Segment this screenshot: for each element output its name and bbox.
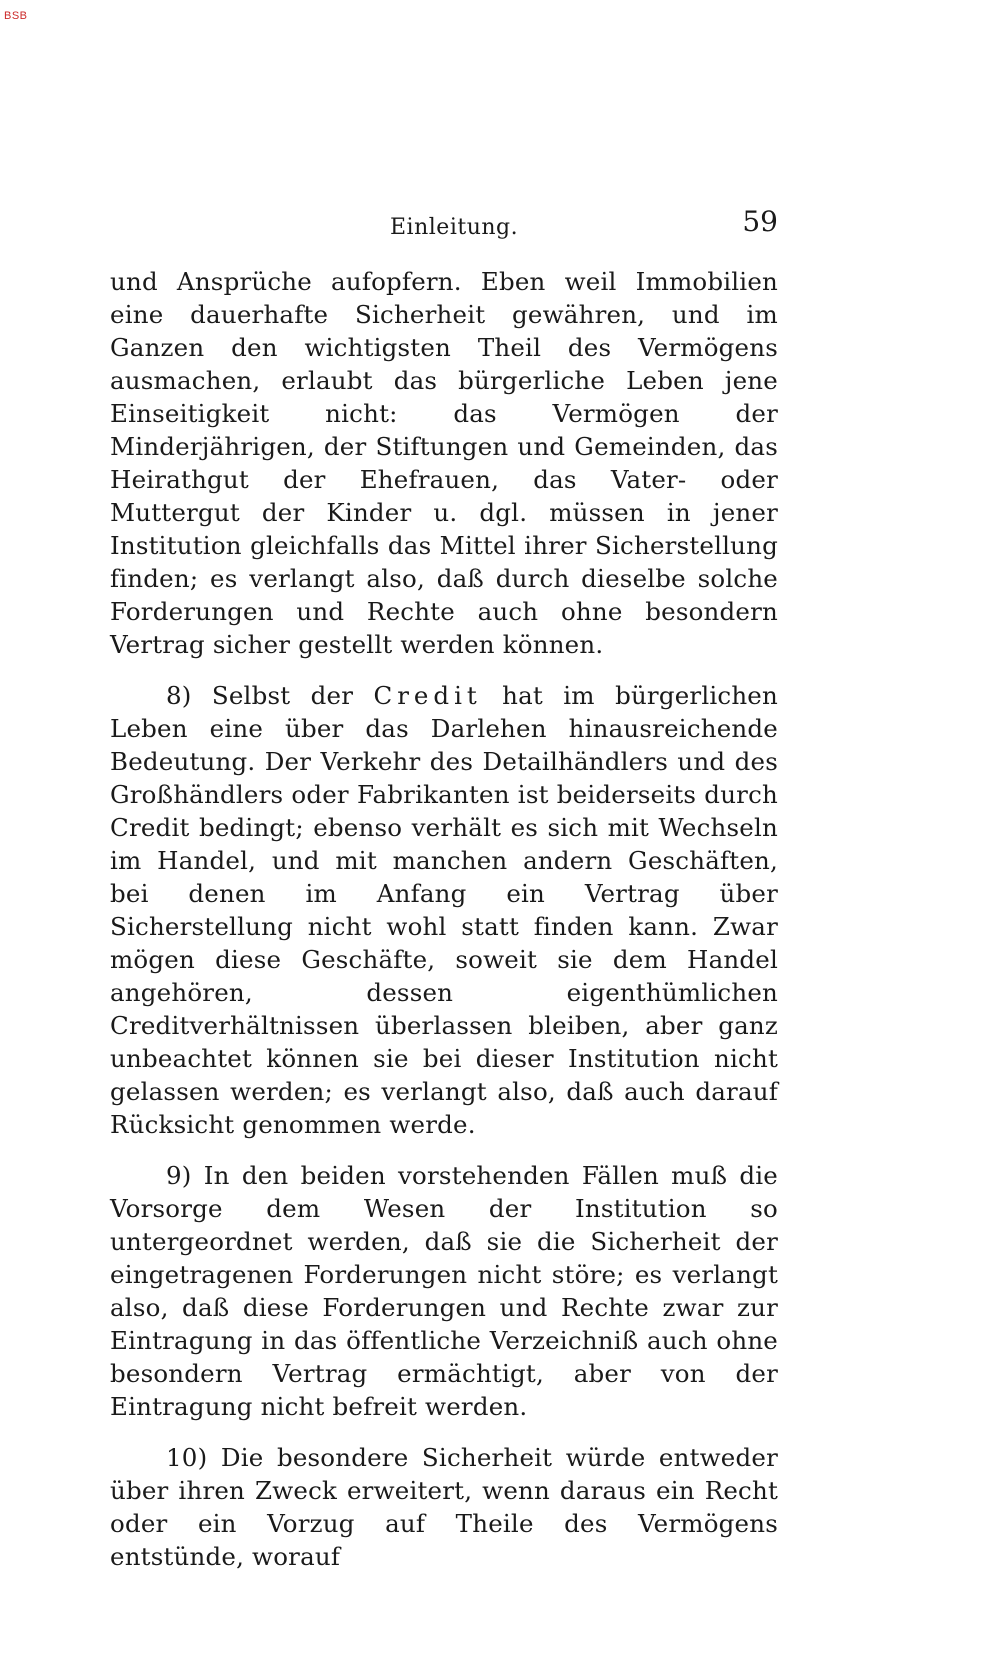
running-header [110, 205, 778, 245]
emphasized-term: Credit [373, 681, 482, 710]
running-title: Einleitung. [390, 215, 519, 240]
page-number: 59 [742, 205, 778, 238]
paragraph-continued: und Ansprüche aufopfern. Eben weil Immobilien eine dauerhafte Sicherheit gewähren, und im Ganzen den wichtigsten Theil des Vermögens ausmachen, erlaubt das bürgerliche Leben jene Einseitigkeit nicht: das Vermögen der Minderjährigen, der Stiftungen und Gemeinden, das Heirathgut der Ehefrauen, das Vater- oder Muttergut der Kinder u. dgl. müssen in jener Institution gleichfalls das Mittel ihrer Sicherstellung finden; es verlangt also, daß durch dieselbe solche Forderungen und Rechte auch ohne besondern Vertrag sicher gestellt werden können. [110, 267, 778, 659]
book-page [110, 205, 778, 1591]
body-text [110, 265, 778, 1573]
paragraph-8-rest: hat im bürgerlichen Leben eine über das Darlehen hinausreichende Bedeutung. Der Verkehr des Detailhändlers und des Großhändlers oder Fabrikanten ist beiderseits durch Credit bedingt; ebenso verhält es sich mit Wechseln im Handel, und mit manchen andern Geschäften, bei denen im Anfang ein Vertrag über Sicherstellung nicht wohl statt finden kann. Zwar mögen diese Geschäfte, soweit sie dem Handel angehören, dessen eigenthümlichen Creditverhältnissen überlassen bleiben, aber ganz unbeachtet können sie bei dieser Institution nicht gelassen werden; es verlangt also, daß auch darauf Rücksicht genommen werde. [110, 681, 778, 1139]
paragraph-8-lead: 8) Selbst der [166, 681, 374, 710]
paragraph-8 [110, 679, 778, 1141]
library-watermark: BSB [4, 10, 28, 22]
paragraph-9: 9) In den beiden vorstehenden Fällen muß die Vorsorge dem Wesen der Institution so untergeordnet werden, daß sie die Sicherheit der eingetragenen Forderungen nicht störe; es verlangt also, daß diese Forderungen und Rechte zwar zur Eintragung in das öffentliche Verzeichniß auch ohne besondern Vertrag ermächtigt, aber von der Eintragung nicht befreit werden. [110, 1161, 778, 1421]
paragraph-10: 10) Die besondere Sicherheit würde entweder über ihren Zweck erweitert, wenn daraus ein Recht oder ein Vorzug auf Theile des Vermögens entstünde, worauf [110, 1443, 778, 1571]
